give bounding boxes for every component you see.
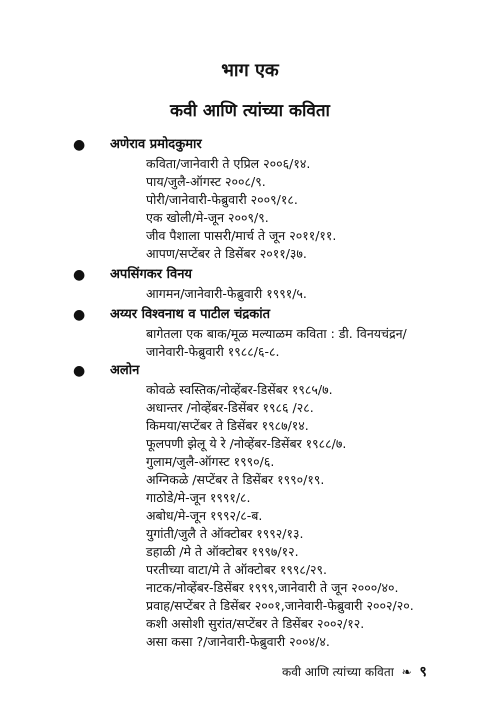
poem-line: पोरी/जानेवारी-फेब्रुवारी २००९/१८.: [146, 192, 298, 207]
author-name: अपसिंगकर विनय: [110, 267, 192, 282]
poem-line: बागेतला एक बाक/मूळ मल्याळम कविता : डी. विनयचंद्रन/: [146, 326, 407, 341]
author-name: अलोन: [110, 363, 140, 378]
poem-line: अग्निकळे /सप्टेंबर ते डिसेंबर १९९०/१९.: [146, 472, 325, 487]
poem-line: जानेवारी-फेब्रुवारी १९८८/६-८.: [146, 344, 280, 359]
bullet-icon: ●: [73, 363, 86, 379]
author-name: अणेराव प्रमोदकुमार: [110, 137, 202, 152]
poem-line: गुलाम/जुलै-ऑगस्ट १९९०/६.: [146, 454, 275, 469]
bullet-icon: ●: [73, 307, 86, 323]
poem-line: एक खोली/मे-जून २००९/९.: [146, 210, 269, 225]
poem-line: आगमन/जानेवारी-फेब्रुवारी १९९१/५.: [146, 286, 307, 301]
poem-line: असा कसा ?/जानेवारी-फेब्रुवारी २००४/४.: [146, 634, 330, 649]
section-title: कवी आणि त्यांच्या कविता: [170, 101, 330, 121]
fleuron-icon: ❧: [401, 665, 412, 679]
poem-line: कशी असोशी सुरांत/सप्टेंबर ते डिसेंबर २००२/१२.: [146, 616, 365, 631]
poem-line: कविता/जानेवारी ते एप्रिल २००६/१४.: [146, 156, 311, 171]
poem-line: परतीच्या वाटा/मे ते ऑक्टोबर १९९८/२९.: [146, 562, 328, 577]
poem-line: प्रवाह/सप्टेंबर ते डिसेंबर २००१,जानेवारी-फेब्रुवारी २००२/२०.: [146, 598, 414, 613]
poem-line: गाठोडे/मे-जून १९९१/८.: [146, 490, 251, 505]
poem-line: नाटक/नोव्हेंबर-डिसेंबर १९९९,जानेवारी ते जून २०००/४०.: [146, 580, 399, 595]
poem-line: युगांती/जुलै ते ऑक्टोबर १९९२/१३.: [146, 526, 304, 541]
author-name: अय्यर विश्वनाथ व पाटील चंद्रकांत: [110, 307, 271, 322]
page-number: ९: [419, 664, 427, 680]
poem-line: आपण/सप्टेंबर ते डिसेंबर २०११/३७.: [146, 246, 307, 261]
page-footer: [282, 662, 427, 681]
part-title: भाग एक: [221, 60, 279, 81]
poem-line: अबोध/मे-जून १९९२/८-ब.: [146, 508, 263, 523]
poem-line: जीव पैशाला पासरी/मार्च ते जून २०११/११.: [146, 228, 337, 243]
poem-line: कोवळे स्वस्तिक/नोव्हेंबर-डिसेंबर १९८५/७.: [146, 382, 333, 397]
running-title: कवी आणि त्यांच्या कविता: [282, 665, 394, 679]
bullet-icon: ●: [73, 137, 86, 153]
poem-line: किमया/सप्टेंबर ते डिसेंबर १९८७/१४.: [146, 418, 309, 433]
poem-line: फूलपणी झेलू ये रे /नोव्हेंबर-डिसेंबर १९८८/७.: [146, 436, 347, 451]
poem-line: अधान्तर /नोव्हेंबर-डिसेंबर १९८६ /२८.: [146, 400, 314, 415]
bullet-icon: ●: [73, 267, 86, 283]
poem-line: पाय/जुलै-ऑगस्ट २००८/९.: [146, 174, 266, 189]
poem-line: डहाळी /मे ते ऑक्टोबर १९९७/१२.: [146, 544, 299, 559]
